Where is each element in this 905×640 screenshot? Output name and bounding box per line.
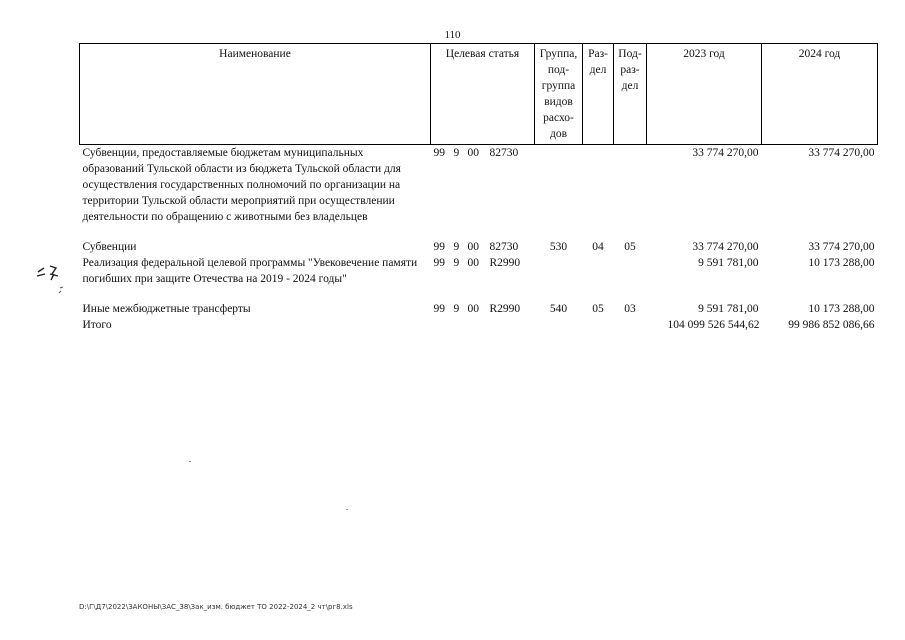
code-part: 99	[433, 147, 445, 159]
row-section	[583, 317, 614, 333]
row-group	[535, 317, 583, 333]
row-name: Субвенции, предоставляемые бюджетам муниципальных образований Тульской области из бюджета Тульской области для осуществления государственных полномочий по организации на территории Тульской области мероприятий при осуществлении деятельности по обращению с животными без владельцев	[82, 147, 401, 223]
code-part: 9	[453, 241, 460, 253]
budget-table	[79, 43, 878, 333]
row-value-2024: 33 774 270,00	[808, 241, 875, 253]
page-number: 110	[444, 29, 461, 41]
header-section-line: дел	[589, 64, 607, 76]
table-row	[80, 255, 878, 287]
row-section: 04	[592, 241, 604, 253]
row-name: Реализация федеральной целевой программы "Увековечение памяти погибших при защите Отечества на 2019 - 2024 годы"	[82, 257, 418, 285]
code-part: 9	[453, 303, 460, 315]
code-part: 99	[433, 303, 445, 315]
code-part: 00	[467, 303, 479, 315]
row-subsection	[614, 317, 647, 333]
table-row	[80, 301, 878, 317]
table-row	[80, 145, 878, 226]
header-group-line: видов	[544, 96, 573, 108]
row-subsection	[614, 255, 647, 287]
row-group	[535, 255, 583, 287]
code-part: 00	[467, 257, 479, 269]
table-header-row	[80, 44, 878, 145]
header-group-line: дов	[549, 128, 568, 140]
header-subsection	[614, 44, 647, 145]
row-target-code	[431, 301, 535, 317]
row-group: 540	[549, 303, 568, 315]
table-row	[80, 239, 878, 255]
header-group-line: расхо-	[543, 112, 574, 124]
row-group	[535, 145, 583, 226]
header-subsection-line: Под-	[618, 48, 642, 60]
total-value-2024: 99 986 852 086,66	[788, 319, 875, 331]
row-group: 530	[549, 241, 568, 253]
row-subsection: 05	[624, 241, 636, 253]
scan-speck	[189, 461, 191, 462]
header-group-line: группа	[541, 80, 576, 92]
total-value-2023: 104 099 526 544,62	[667, 319, 760, 331]
handwritten-margin-mark	[34, 262, 70, 294]
header-subsection-line: раз-	[620, 64, 640, 76]
code-part: 9	[453, 257, 460, 269]
row-section	[583, 145, 614, 226]
row-target-code	[431, 145, 535, 226]
row-subsection	[614, 145, 647, 226]
header-group-line: Группа,	[539, 48, 578, 60]
header-year-2023: 2023 год	[647, 44, 762, 145]
row-value-2023: 33 774 270,00	[692, 241, 759, 253]
row-section: 05	[592, 303, 604, 315]
code-part: R2990	[489, 257, 521, 269]
row-value-2023: 33 774 270,00	[692, 147, 759, 159]
row-target-code	[431, 317, 535, 333]
file-path-footer: D:\Г\Д7\2022\ЗАКОНЫ\ЗАС_38\Зак_изм. бюджет ТО 2022-2024_2 чт\рг8.xls	[79, 603, 353, 611]
scan-speck	[346, 509, 348, 510]
code-part: 99	[433, 241, 445, 253]
row-subsection: 03	[624, 303, 636, 315]
row-value-2024: 10 173 288,00	[808, 257, 875, 269]
header-section-line: Раз-	[588, 48, 608, 60]
row-value-2024: 33 774 270,00	[808, 147, 875, 159]
header-group	[535, 44, 583, 145]
header-target-article: Целевая статья	[431, 44, 535, 145]
code-part: 82730	[489, 241, 519, 253]
header-subsection-line: дел	[621, 80, 639, 92]
row-name: Иные межбюджетные трансферты	[82, 303, 251, 315]
total-label: Итого	[82, 319, 112, 331]
table-total-row	[80, 317, 878, 333]
header-name: Наименование	[80, 44, 431, 145]
row-value-2024: 10 173 288,00	[808, 303, 875, 315]
code-part: 00	[467, 241, 479, 253]
row-value-2023: 9 591 781,00	[698, 257, 759, 269]
row-value-2023: 9 591 781,00	[698, 303, 759, 315]
row-section	[583, 255, 614, 287]
header-year-2024: 2024 год	[762, 44, 878, 145]
code-part: 99	[433, 257, 445, 269]
code-part: 82730	[489, 147, 519, 159]
header-section	[583, 44, 614, 145]
row-name: Субвенции	[82, 241, 137, 253]
row-target-code	[431, 239, 535, 255]
code-part: 00	[467, 147, 479, 159]
code-part: R2990	[489, 303, 521, 315]
row-target-code	[431, 255, 535, 287]
code-part: 9	[453, 147, 460, 159]
header-group-line: под-	[547, 64, 570, 76]
